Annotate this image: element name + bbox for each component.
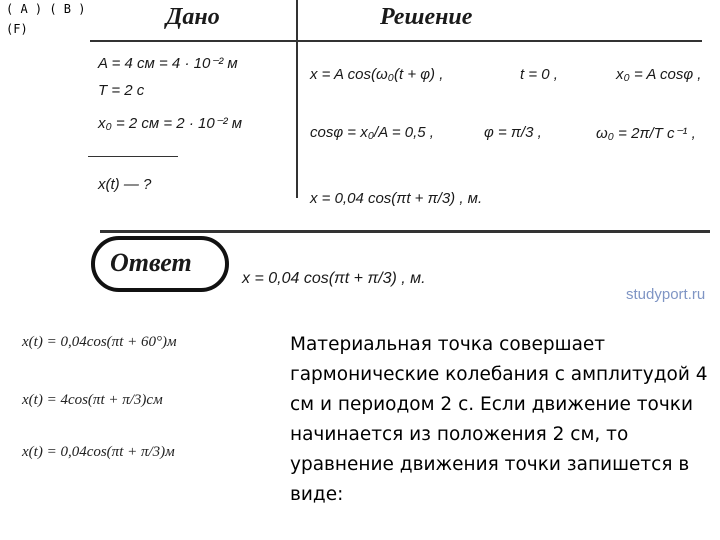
corner-tag-f: (F) bbox=[6, 22, 28, 36]
option-c: x(t) = 0,04cos(πt + π/3)м bbox=[22, 444, 175, 460]
solution-cos-phi: cosφ = x₀/A = 0,5 , bbox=[310, 124, 434, 141]
given-amplitude: A = 4 см = 4 · 10⁻² м bbox=[98, 55, 238, 72]
column-divider bbox=[296, 0, 298, 198]
given-header: Дано bbox=[166, 4, 220, 30]
solution-header: Решение bbox=[380, 4, 473, 30]
solution-phi: φ = π/3 , bbox=[484, 124, 542, 141]
option-a: x(t) = 0,04cos(πt + 60°)м bbox=[22, 334, 177, 350]
given-initial-position: x₀ = 2 см = 2 · 10⁻² м bbox=[98, 115, 243, 132]
solution-omega: ω₀ = 2π/T с⁻¹ , bbox=[596, 125, 696, 142]
corner-tag-ab: ( A ) ( B ) bbox=[6, 2, 86, 16]
solution-equation: x = A cos(ω₀(t + φ) , bbox=[310, 66, 444, 83]
given-find: x(t) — ? bbox=[98, 176, 152, 193]
answer-formula: x = 0,04 cos(πt + π/3) , м. bbox=[242, 270, 426, 287]
header-rule bbox=[90, 40, 702, 42]
solution-t0: t = 0 , bbox=[520, 66, 558, 83]
solution-scan bbox=[88, 0, 720, 303]
given-find-rule bbox=[88, 156, 178, 157]
solution-result: x = 0,04 cos(πt + π/3) , м. bbox=[310, 190, 483, 207]
watermark: studyport.ru bbox=[626, 286, 706, 303]
given-period: T = 2 с bbox=[98, 82, 145, 99]
task-text: Материальная точка совершает гармонические колебания с амплитудой 4 см и периодом 2 с. Если движение точки начинается из положения 2 см, то уравнение движения точки запишется в виде: bbox=[290, 334, 708, 505]
solution-x0: x₀ = A cosφ , bbox=[616, 66, 702, 83]
option-b: x(t) = 4cos(πt + π/3)см bbox=[22, 392, 163, 408]
answer-rule bbox=[100, 230, 710, 233]
answer-label: Ответ bbox=[110, 248, 192, 277]
